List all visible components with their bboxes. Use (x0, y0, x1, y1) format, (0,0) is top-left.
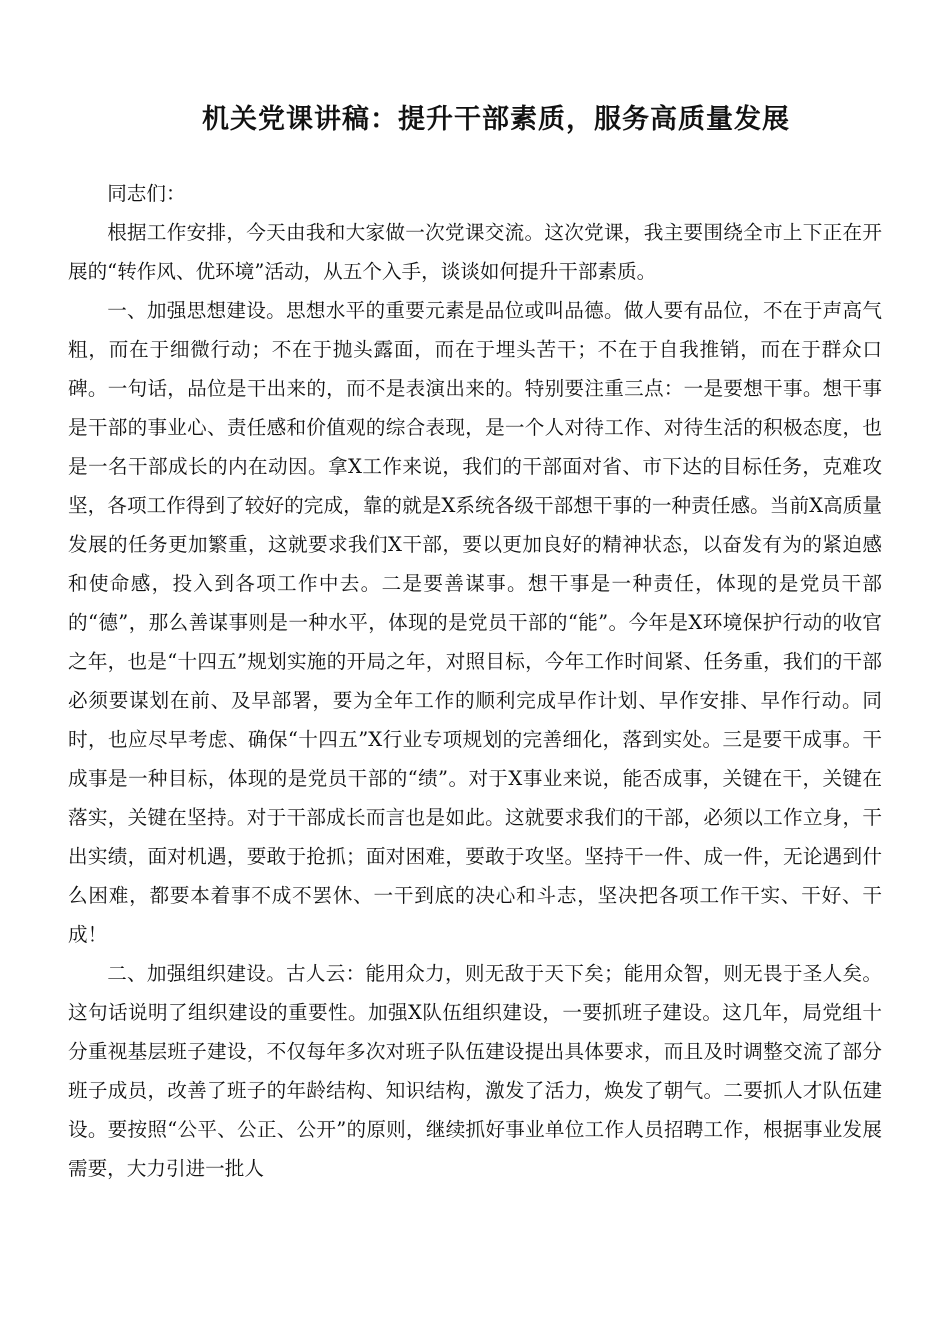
document-title: 机关党课讲稿：提升干部素质，服务高质量发展 (202, 104, 790, 135)
section-two-paragraph: 二、加强组织建设。古人云：能用众力，则无敌于天下矣；能用众智，则无畏于圣人矣。这句话说明了组织建设的重要性。加强X队伍组织建设，一要抓班子建设。这几年，局党组十分重视基层班子建设，不仅每年多次对班子队伍建设提出具体要求，而且及时调整交流了部分班子成员，改善了班子的年龄结构、知识结构，激发了活力，焕发了朝气。二要抓人才队伍建设。要按照“公平、公正、公开”的原则，继续抓好事业单位工作人员招聘工作，根据事业发展需要，大力引进一批人 (68, 962, 882, 1180)
salutation-paragraph: 同志们： (107, 182, 186, 205)
intro-paragraph: 根据工作安排，今天由我和大家做一次党课交流。这次党课，我主要围绕全市上下正在开展的“转作风、优环境”活动，从五个入手，谈谈如何提升干部素质。 (68, 221, 882, 283)
section-one-paragraph: 一、加强思想建设。思想水平的重要元素是品位或叫品德。做人要有品位，不在于声高气粗，而在于细微行动；不在于抛头露面，而在于埋头苦干；不在于自我推销，而在于群众口碑。一句话，品位是干出来的，而不是表演出来的。特别要注重三点：一是要想干事。想干事是干部的事业心、责任感和价值观的综合表现，是一个人对待工作、对待生活的积极态度，也是一名干部成长的内在动因。拿X工作来说，我们的干部面对省、市下达的目标任务，克难攻坚，各项工作得到了较好的完成，靠的就是X系统各级干部想干事的一种责任感。当前X高质量发展的任务更加繁重，这就要求我们X干部，要以更加良好的精神状态，以奋发有为的紧迫感和使命感，投入到各项工作中去。二是要善谋事。想干事是一种责任，体现的是党员干部的“德”，那么善谋事则是一种水平，体现的是党员干部的“能”。今年是X环境保护行动的收官之年，也是“十四五”规划实施的开局之年，对照目标，今年工作时间紧、任务重，我们的干部必须要谋划在前、及早部署，要为全年工作的顺利完成早作计划、早作安排、早作行动。同时，也应尽早考虑、确保“十四五”X行业专项规划的完善细化，落到实处。三是要干成事。干成事是一种目标，体现的是党员干部的“绩”。对于X事业来说，能否成事，关键在干，关键在落实，关键在坚持。对于干部成长而言也是如此。这就要求我们的干部，必须以工作立身，干出实绩，面对机遇，要敢于抢抓；面对困难，要敢于攻坚。坚持干一件、成一件，无论遇到什么困难，都要本着事不成不罢休、一干到底的决心和斗志，坚决把各项工作干实、干好、干成！ (68, 299, 882, 946)
document-body (68, 174, 882, 1188)
